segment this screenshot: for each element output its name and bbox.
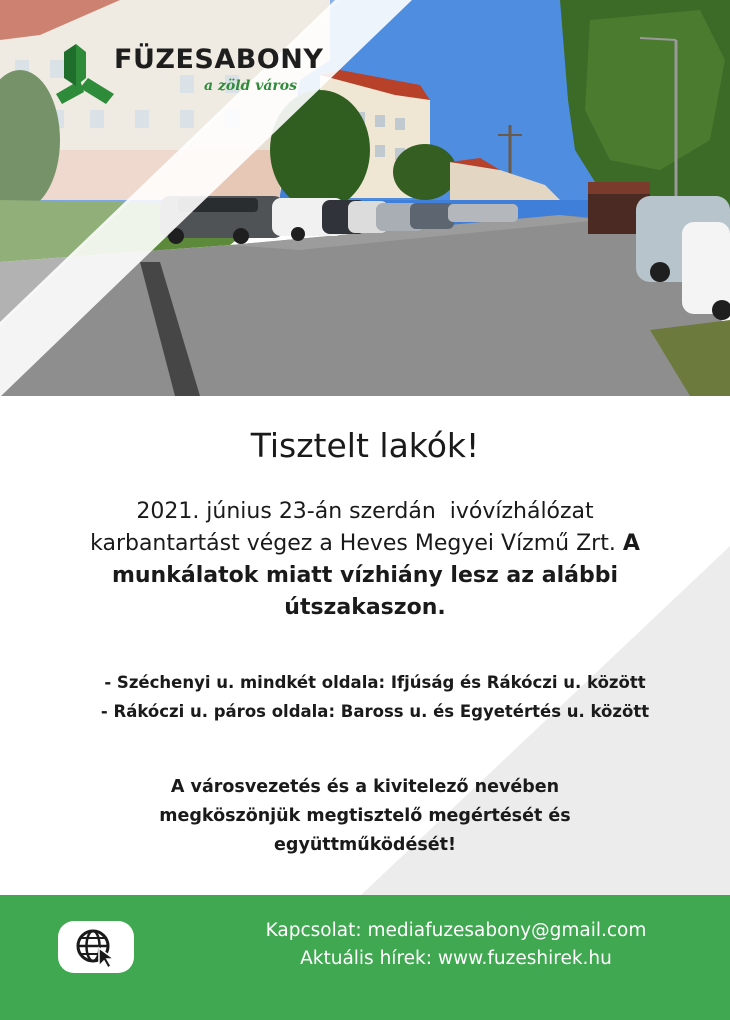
thanks-line-3: együttműködését! (274, 835, 456, 855)
logo-slogan: a zöld város (204, 78, 298, 94)
intro-bold-a: A (622, 531, 640, 556)
notice-content (0, 396, 730, 896)
greeting-heading: Tisztelt lakók! (250, 426, 480, 465)
thanks-paragraph (80, 773, 650, 860)
website-badge[interactable] (58, 921, 134, 973)
intro-paragraph (40, 496, 690, 624)
logo-mark-icon (54, 42, 118, 108)
street-item: - Rákóczi u. páros oldala: Baross u. és Egyetértés u. között (100, 702, 650, 721)
intro-bold-line-3 (40, 560, 690, 592)
globe-cursor-icon (75, 928, 119, 968)
contact-email[interactable]: Kapcsolat: mediafuzesabony@gmail.com (265, 920, 647, 941)
affected-streets-list (50, 668, 700, 726)
footer-bar (0, 895, 730, 1020)
logo-name: FÜZESABONY (114, 44, 324, 75)
thanks-line-2: megköszönjük megtisztelő megértését és (159, 806, 571, 826)
intro-bold-line-4-text: útszakaszon. (284, 595, 446, 620)
intro-line-1: 2021. június 23-án szerdán ivóvízhálózat (136, 499, 594, 524)
intro-bold-line-4 (40, 592, 690, 624)
intro-line-2 (40, 528, 690, 560)
thanks-line-1: A városvezetés és a kivitelező nevében (170, 777, 560, 797)
contact-info (236, 917, 676, 973)
intro-bold-line-3-text: munkálatok miatt vízhiány lesz az alábbi (111, 563, 619, 588)
intro-line-2-text: karbantartást végez a Heves Megyei Vízmű Zrt. (90, 531, 616, 556)
logo (54, 42, 324, 112)
street-photo (0, 0, 730, 396)
street-item: - Széchenyi u. mindkét oldala: Ifjúság és Rákóczi u. között (104, 673, 646, 692)
news-website[interactable]: Aktuális hírek: www.fuzeshirek.hu (300, 948, 612, 969)
